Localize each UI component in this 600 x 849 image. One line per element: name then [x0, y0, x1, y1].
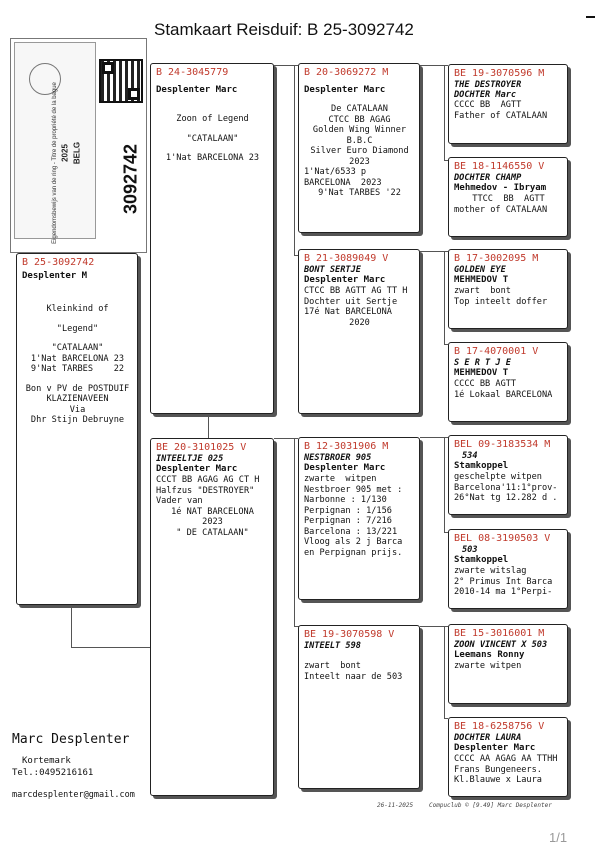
info-line: "CATALAAN" [186, 133, 239, 144]
corner-dash [586, 16, 595, 18]
ring-card-country: BELG [72, 141, 82, 165]
info-line: 9'Nat TARBES 22 [30, 364, 125, 374]
info-line: De CATALAAN [331, 104, 388, 114]
info-line: Top inteelt doffer [454, 296, 548, 307]
pedigree-fff [448, 64, 568, 144]
pigeon-name: ZOON VINCENT X 503 [454, 640, 548, 650]
pigeon-name: GOLDEN EYE [454, 265, 506, 275]
info-line: 1'Nat BARCELONA 23 [165, 153, 260, 163]
info-line: 9'Nat TARBES '22 [318, 188, 401, 198]
ring-id: B 20-3069272 M [304, 67, 389, 78]
info-line: Inteelt naar de 503 [304, 671, 403, 682]
info-line: Bon v PV de POSTDUIF [25, 383, 130, 394]
ring-card [10, 38, 147, 253]
ring-id: BE 18-6258756 V [454, 721, 545, 732]
info-line: Halfzus "DESTROYER" [156, 485, 255, 496]
ring-id: B 24-3045779 [156, 67, 229, 78]
breeder-name: Marc Desplenter [12, 732, 130, 747]
info-line: Perpignan : 1/156 [304, 505, 392, 516]
owner-name: Desplenter Marc [304, 463, 386, 473]
info-line: BARCELONA 2023 [304, 177, 382, 188]
info-line: CCCC AA AGAG AA TTHH [454, 754, 558, 764]
info-line: 26°Nat tg 12.282 d . [454, 493, 558, 503]
footer-software: Compuclub © [9.49] Marc Desplenter [429, 802, 552, 809]
ring-id: B 12-3031906 M [304, 441, 389, 452]
info-line: Dhr Stijn Debruyne [30, 415, 125, 425]
ring-id: BEL 08-3190503 V [454, 533, 551, 544]
info-line: Zoon of Legend [176, 114, 249, 124]
connector [294, 65, 295, 255]
pigeon-name: INTEELT 598 [304, 641, 361, 651]
info-line: zwarte witpen [304, 474, 377, 484]
page-number: 1/1 [549, 830, 568, 845]
owner-name: Stamkoppel [454, 555, 509, 565]
owner-name: Desplenter Marc [454, 743, 536, 753]
info-line: Narbonne : 1/130 [304, 495, 387, 505]
info-line: "Legend" [56, 323, 99, 334]
breeder-city: Kortemark [22, 756, 71, 766]
pedigree-ffm [448, 157, 568, 237]
owner-name: MEHMEDOV T [454, 368, 509, 378]
info-line: Barcelona'11:1°prov- [454, 482, 558, 493]
info-line: CCCC BB AGTT [454, 379, 517, 389]
page-title: Stamkaart Reisduif: B 25-3092742 [154, 20, 414, 39]
ring-id: BE 19-3070596 M [454, 68, 545, 79]
breeder-email[interactable]: marcdesplenter@gmail.com [12, 790, 135, 800]
info-line: Kl.Blauwe x Laura [454, 775, 542, 785]
info-line: zwart bont [304, 661, 361, 671]
info-line: 1'Nat/6533 p [304, 167, 367, 177]
owner-name: Mehmedov - Ibryam [454, 183, 547, 193]
info-line: Vloog als 2 j Barca [304, 537, 403, 547]
connector [444, 65, 445, 160]
owner-name: Desplenter M [22, 271, 88, 281]
pedigree-father-father [298, 63, 420, 233]
connector [71, 605, 72, 647]
ring-tag [14, 42, 96, 244]
owner-name: Desplenter Marc [304, 85, 386, 95]
pigeon-name: INTEELTJE 025 [156, 454, 224, 464]
info-line: zwarte witslag [454, 566, 527, 576]
pigeon-name: DOCHTER CHAMP [454, 173, 522, 183]
connector [444, 437, 445, 532]
pedigree-father [150, 63, 274, 414]
info-line: CTCC BB AGTT AG TT H [304, 286, 408, 296]
info-line: Silver Euro Diamond [310, 146, 409, 156]
info-line: 2023 [202, 517, 223, 527]
pigeon-name: NESTBROER 905 [304, 453, 372, 463]
owner-name: Desplenter Marc [156, 85, 238, 95]
info-line: 2020 [349, 317, 370, 328]
owner-name: DOCHTER Marc [454, 90, 517, 100]
info-line: B.B.C [346, 135, 373, 146]
pedigree-mother [150, 438, 274, 796]
info-line: 2010-14 ma 1°Perpi- [454, 587, 553, 597]
owner-name: Leemans Ronny [454, 650, 525, 660]
info-line: zwart bont [454, 286, 511, 296]
owner-name: MEHMEDOV T [454, 275, 509, 285]
info-line: CCCT BB AGAG AG CT H [156, 475, 260, 485]
pigeon-name: THE DESTROYER [454, 80, 522, 90]
pedigree-father-mother [298, 249, 420, 414]
info-line: 1é Lokaal BARCELONA [454, 389, 553, 400]
info-line: 2° Primus Int Barca [454, 576, 553, 587]
info-line: Perpignan : 7/216 [304, 516, 392, 526]
ring-id: BE 18-1146550 V [454, 161, 545, 172]
pigeon-name: DOCHTER LAURA [454, 733, 522, 743]
breeder-phone: Tel.:0495216161 [12, 768, 94, 778]
connector [444, 626, 445, 718]
info-line: Kleinkind of [46, 304, 109, 314]
pigeon-name: BONT SERTJE [304, 265, 361, 275]
footer-date: 26-11-2025 [377, 802, 414, 809]
info-line: en Perpignan prijs. [304, 547, 403, 558]
pedigree-fmf [448, 249, 568, 329]
ring-id: BE 15-3016001 M [454, 628, 545, 639]
info-line: zwarte witpen [454, 661, 522, 671]
pedigree-mmf [448, 624, 568, 704]
breeder-info [12, 732, 152, 801]
info-line: "CATALAAN" [51, 343, 104, 353]
info-line: CCCC BB AGTT [454, 100, 522, 110]
info-line: 1'Nat BARCELONA 23 [30, 353, 125, 364]
connector [444, 251, 445, 344]
info-line: 2023 [349, 156, 370, 167]
info-line: geschelpte witpen [454, 472, 542, 482]
pigeon-name: 534 [462, 451, 478, 461]
info-line: CTCC BB AGAG [328, 114, 391, 125]
connector [71, 647, 151, 648]
owner-name: Stamkoppel [454, 461, 509, 471]
pedigree-mother-father [298, 437, 420, 600]
info-line: Golden Wing Winner [312, 125, 407, 135]
info-line: KLAZIENAVEEN [46, 394, 109, 404]
info-line: Frans Bungeneers. [454, 764, 542, 775]
qr-code-icon [99, 59, 143, 103]
info-line: 1é NAT BARCELONA [171, 506, 254, 517]
pedigree-mmm [448, 717, 568, 797]
info-line: Nestbroer 905 met : [304, 484, 403, 495]
info-line: Vader van [156, 496, 203, 506]
info-line: mother of CATALAAN [454, 204, 548, 215]
pigeon-name: 503 [462, 545, 478, 555]
ring-id: B 17-3002095 M [454, 253, 539, 264]
connector [294, 438, 295, 626]
ring-id: BE 19-3070598 V [304, 629, 395, 640]
ring-card-year: 2025 [60, 144, 70, 162]
connector [208, 414, 209, 438]
info-line: Father of CATALAAN [454, 110, 548, 121]
pedigree-subject [16, 253, 138, 605]
owner-name: Desplenter Marc [156, 464, 238, 474]
ring-id: B 25-3092742 [22, 257, 95, 268]
pedigree-mfm [448, 529, 568, 609]
info-line: " DE CATALAAN" [176, 527, 249, 538]
owner-name: Desplenter Marc [304, 275, 386, 285]
info-line: TTCC BB AGTT [472, 194, 545, 204]
pedigree-mother-mother [298, 625, 420, 789]
ring-id: B 17-4070001 V [454, 346, 539, 357]
pigeon-name: S E R T J E [454, 358, 511, 368]
pedigree-fmm [448, 342, 568, 422]
pedigree-mff [448, 435, 568, 515]
ring-card-small-text: Eigendomsbewijs van de ring - Titre de propriété de la bague [52, 82, 58, 244]
info-line: Via [69, 404, 86, 415]
info-line: Barcelona : 13/221 [304, 526, 398, 537]
info-line: 17é Nat BARCELONA [304, 307, 392, 317]
info-line: Dochter uit Sertje [304, 296, 398, 307]
ring-id: B 21-3089049 V [304, 253, 389, 264]
ring-card-number: 3092742 [120, 143, 141, 215]
ring-id: BE 20-3101025 V [156, 442, 247, 453]
ring-id: BEL 09-3183534 M [454, 439, 551, 450]
